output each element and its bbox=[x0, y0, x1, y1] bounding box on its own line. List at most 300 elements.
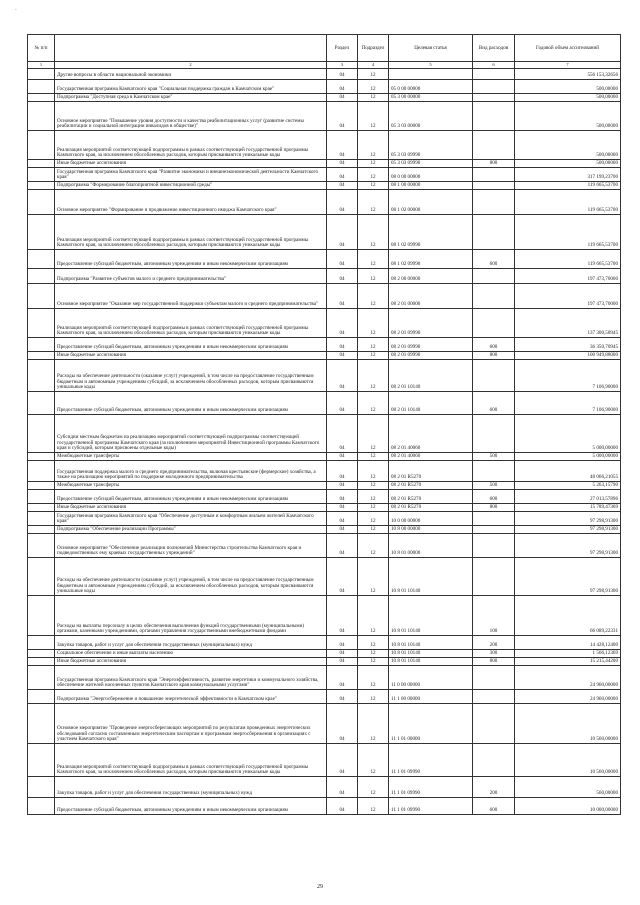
row-expense-type bbox=[473, 526, 515, 534]
row-subsection: 12 bbox=[358, 80, 389, 94]
row-section: 04 bbox=[327, 182, 358, 190]
row-article: 08 2 01 R5270 bbox=[389, 461, 473, 482]
row-article: 10 8 01 10140 bbox=[389, 658, 473, 666]
table-row bbox=[28, 360, 621, 392]
row-number bbox=[28, 596, 55, 636]
row-article: 11 1 01 09990 bbox=[389, 777, 473, 798]
row-number bbox=[28, 798, 55, 815]
row-amount: 500,00000 bbox=[515, 80, 621, 94]
row-amount: 10 000,00000 bbox=[515, 798, 621, 815]
row-subsection: 12 bbox=[358, 250, 389, 269]
table-row bbox=[28, 596, 621, 636]
row-expense-type bbox=[473, 309, 515, 338]
row-section: 04 bbox=[327, 704, 358, 744]
row-name: Подпрограмма "Формирование благоприятной инвестиционной среды" bbox=[55, 182, 327, 190]
row-name: Государственная программа Камчатского края "Обеспечение доступным и комфортным жильем жителей Камчатского края" bbox=[55, 512, 327, 526]
row-section: 04 bbox=[327, 284, 358, 309]
table-row bbox=[28, 482, 621, 490]
table-row bbox=[28, 269, 621, 284]
row-amount: 97 298,91300 bbox=[515, 512, 621, 526]
row-number bbox=[28, 250, 55, 269]
row-amount: 15 215,44200 bbox=[515, 658, 621, 666]
row-article: 11 1 00 00000 bbox=[389, 690, 473, 704]
row-amount: 27 013,57896 bbox=[515, 490, 621, 504]
page-number: 29 bbox=[317, 884, 323, 890]
row-section: 04 bbox=[327, 160, 358, 168]
row-subsection: 12 bbox=[358, 650, 389, 658]
table-row bbox=[28, 512, 621, 526]
row-expense-type: 200 bbox=[473, 636, 515, 650]
row-number bbox=[28, 453, 55, 461]
index-cell: 6 bbox=[473, 62, 515, 69]
row-amount: 560,00000 bbox=[515, 777, 621, 798]
row-amount: 500,00000 bbox=[515, 131, 621, 160]
row-amount: 197 473,70000 bbox=[515, 284, 621, 309]
row-subsection: 12 bbox=[358, 482, 389, 490]
row-expense-type bbox=[473, 461, 515, 482]
row-subsection: 12 bbox=[358, 69, 389, 80]
row-number bbox=[28, 160, 55, 168]
row-expense-type: 800 bbox=[473, 160, 515, 168]
row-amount: 100 949,88000 bbox=[515, 352, 621, 360]
row-article: 10 8 01 10140 bbox=[389, 636, 473, 650]
row-expense-type bbox=[473, 69, 515, 80]
row-number bbox=[28, 650, 55, 658]
row-subsection: 12 bbox=[358, 704, 389, 744]
row-amount: 119 665,53700 bbox=[515, 250, 621, 269]
row-number bbox=[28, 482, 55, 490]
row-subsection: 12 bbox=[358, 182, 389, 190]
row-amount: 119 665,53700 bbox=[515, 182, 621, 190]
row-section: 04 bbox=[327, 168, 358, 182]
row-section: 04 bbox=[327, 526, 358, 534]
header-subsection: Подраздел bbox=[358, 35, 389, 62]
row-subsection: 12 bbox=[358, 512, 389, 526]
row-amount: 137 300,58945 bbox=[515, 309, 621, 338]
row-number bbox=[28, 131, 55, 160]
row-article: 05 3 03 00000 bbox=[389, 102, 473, 131]
row-name: Основное мероприятие "Формирование и продвижение инвестиционного имиджа Камчатского края" bbox=[55, 190, 327, 215]
row-expense-type: 200 bbox=[473, 777, 515, 798]
header-row bbox=[28, 35, 621, 62]
row-section: 04 bbox=[327, 190, 358, 215]
index-cell: 5 bbox=[389, 62, 473, 69]
row-number bbox=[28, 215, 55, 250]
row-amount: 97 298,91300 bbox=[515, 534, 621, 558]
row-number bbox=[28, 744, 55, 777]
row-article: 11 1 01 09990 bbox=[389, 798, 473, 815]
table-row bbox=[28, 534, 621, 558]
table-row bbox=[28, 453, 621, 461]
row-section: 04 bbox=[327, 352, 358, 360]
row-subsection: 12 bbox=[358, 284, 389, 309]
row-name: Подпрограмма "Развитие субъектов малого и среднего предпринимательства" bbox=[55, 269, 327, 284]
row-name: Расходы на выплаты персоналу в целях обеспечения выполнения функций государственными (муниципальными) органами, казенными учреждениями, органами управления государственными внебюджетными фондами bbox=[55, 596, 327, 636]
row-article: 08 2 01 09990 bbox=[389, 338, 473, 352]
header-amount: Годовой объем ассигнований bbox=[515, 35, 621, 62]
row-name: Другие вопросы в области национальной экономики bbox=[55, 69, 327, 80]
row-amount: 10 560,00000 bbox=[515, 744, 621, 777]
row-number bbox=[28, 690, 55, 704]
row-expense-type bbox=[473, 690, 515, 704]
row-expense-type: 600 bbox=[473, 490, 515, 504]
row-name: Основное мероприятие "Обеспечение реализации полномочий Министерства строительства Камчатского края и подведомственных ему краевых государственных учреждений" bbox=[55, 534, 327, 558]
row-number bbox=[28, 658, 55, 666]
row-article: 08 2 01 00000 bbox=[389, 284, 473, 309]
row-article: 08 2 01 40060 bbox=[389, 415, 473, 453]
row-amount: 1 566,12369 bbox=[515, 650, 621, 658]
row-number bbox=[28, 309, 55, 338]
table-row bbox=[28, 309, 621, 338]
table-row bbox=[28, 650, 621, 658]
table-row bbox=[28, 80, 621, 94]
table-row bbox=[28, 777, 621, 798]
row-subsection: 12 bbox=[358, 338, 389, 352]
row-article: 10 8 01 10140 bbox=[389, 650, 473, 658]
row-subsection: 12 bbox=[358, 309, 389, 338]
row-article: 08 2 00 00000 bbox=[389, 269, 473, 284]
row-section: 04 bbox=[327, 453, 358, 461]
row-name: Расходы на обеспечение деятельности (оказание услуг) учреждений, в том числе на предоставление государственным бюджетным и автономным учреждениям субсидий, за исключением обособленных расходов, которым присваиваются уникальные коды bbox=[55, 558, 327, 596]
row-section: 04 bbox=[327, 250, 358, 269]
table-body bbox=[28, 69, 621, 815]
row-name: Межбюджетные трансферты bbox=[55, 482, 327, 490]
row-article: 08 2 01 09990 bbox=[389, 309, 473, 338]
row-expense-type bbox=[473, 666, 515, 690]
row-amount: 66 089,22331 bbox=[515, 596, 621, 636]
row-section: 04 bbox=[327, 504, 358, 512]
row-expense-type: 300 bbox=[473, 650, 515, 658]
row-section: 04 bbox=[327, 392, 358, 415]
row-expense-type: 800 bbox=[473, 658, 515, 666]
row-section: 04 bbox=[327, 658, 358, 666]
table-row bbox=[28, 490, 621, 504]
row-article: 08 2 01 10140 bbox=[389, 360, 473, 392]
row-name: Основное мероприятие "Оказание мер государственной поддержки субъектам малого и среднего предпринимательства" bbox=[55, 284, 327, 309]
row-subsection: 12 bbox=[358, 269, 389, 284]
row-subsection: 12 bbox=[358, 461, 389, 482]
row-subsection: 12 bbox=[358, 534, 389, 558]
table-row bbox=[28, 658, 621, 666]
row-subsection: 12 bbox=[358, 798, 389, 815]
row-expense-type: 600 bbox=[473, 798, 515, 815]
row-article: 10 0 00 00000 bbox=[389, 512, 473, 526]
row-subsection: 12 bbox=[358, 504, 389, 512]
row-article: 08 2 01 R5270 bbox=[389, 482, 473, 490]
row-name: Социальное обеспечение и иные выплаты населению bbox=[55, 650, 327, 658]
row-subsection: 12 bbox=[358, 215, 389, 250]
row-amount: 48 066,21055 bbox=[515, 461, 621, 482]
row-expense-type bbox=[473, 558, 515, 596]
table-row bbox=[28, 636, 621, 650]
row-section: 04 bbox=[327, 94, 358, 102]
row-article: 08 1 02 09990 bbox=[389, 215, 473, 250]
row-number bbox=[28, 504, 55, 512]
row-subsection: 12 bbox=[358, 190, 389, 215]
row-amount: 36 350,70945 bbox=[515, 338, 621, 352]
row-number bbox=[28, 190, 55, 215]
row-amount: 500,00000 bbox=[515, 160, 621, 168]
row-number bbox=[28, 392, 55, 415]
row-article: 05 3 00 00000 bbox=[389, 94, 473, 102]
row-expense-type bbox=[473, 744, 515, 777]
row-expense-type bbox=[473, 131, 515, 160]
row-name: Межбюджетные трансферты bbox=[55, 453, 327, 461]
row-article: 08 1 02 09990 bbox=[389, 250, 473, 269]
row-section: 04 bbox=[327, 309, 358, 338]
row-article: 11 1 01 09990 bbox=[389, 744, 473, 777]
row-name: Закупка товаров, работ и услуг для обеспечения государственных (муниципальных) нужд bbox=[55, 777, 327, 798]
table-row bbox=[28, 504, 621, 512]
row-article: 08 2 01 R5270 bbox=[389, 490, 473, 504]
row-number bbox=[28, 461, 55, 482]
row-name: Государственная программа Камчатского края "Социальная поддержка граждан в Камчатском крае" bbox=[55, 80, 327, 94]
index-cell: 7 bbox=[515, 62, 621, 69]
row-name: Реализация мероприятий соответствующей подпрограммы в рамках соответствующей государственной программы Камчатского края, за исключением обособленных расходов, которым присваиваются уникальные коды bbox=[55, 215, 327, 250]
row-name: Предоставление субсидий бюджетным, автономным учреждениям и иным некоммерческим организациям bbox=[55, 798, 327, 815]
header-num: № п/п bbox=[28, 35, 55, 62]
row-amount: 500,00000 bbox=[515, 94, 621, 102]
table-row bbox=[28, 69, 621, 80]
row-article: 05 3 03 09990 bbox=[389, 160, 473, 168]
row-expense-type bbox=[473, 269, 515, 284]
row-number bbox=[28, 102, 55, 131]
row-expense-type: 500 bbox=[473, 482, 515, 490]
row-section: 04 bbox=[327, 690, 358, 704]
row-name: Подпрограмма "Доступная среда в Камчатском крае" bbox=[55, 94, 327, 102]
row-name: Закупка товаров, работ и услуг для обеспечения государственных (муниципальных) нужд bbox=[55, 636, 327, 650]
table-row bbox=[28, 666, 621, 690]
row-expense-type bbox=[473, 284, 515, 309]
row-section: 04 bbox=[327, 80, 358, 94]
row-subsection: 12 bbox=[358, 558, 389, 596]
row-article: 08 1 02 00000 bbox=[389, 190, 473, 215]
row-expense-type bbox=[473, 415, 515, 453]
row-number bbox=[28, 777, 55, 798]
row-name: Предоставление субсидий бюджетным, автономным учреждениям и иным некоммерческим организациям bbox=[55, 250, 327, 269]
row-name: Основное мероприятие "Повышение уровня доступности и качества реабилитационных услуг (развитие системы реабилитации и социальной интеграции инвалидов в обществе)" bbox=[55, 102, 327, 131]
table-row bbox=[28, 94, 621, 102]
table-row bbox=[28, 392, 621, 415]
row-subsection: 12 bbox=[358, 690, 389, 704]
row-amount: 24 960,00000 bbox=[515, 666, 621, 690]
header-section: Раздел bbox=[327, 35, 358, 62]
row-name: Субсидии местным бюджетам на реализацию мероприятий соответствующей подпрограммы соответствующей государственной программы Камчатского края (за исключением мероприятий Инвестиционной программы Камчатского края и субсидий, которым присвоены отдельные коды) bbox=[55, 415, 327, 453]
row-amount: 97 298,91300 bbox=[515, 526, 621, 534]
row-subsection: 12 bbox=[358, 744, 389, 777]
row-subsection: 12 bbox=[358, 490, 389, 504]
row-article: 11 1 01 00000 bbox=[389, 704, 473, 744]
row-section: 04 bbox=[327, 490, 358, 504]
table-row bbox=[28, 168, 621, 182]
budget-table bbox=[27, 34, 621, 815]
row-number bbox=[28, 636, 55, 650]
row-expense-type bbox=[473, 215, 515, 250]
row-amount: 119 665,53700 bbox=[515, 215, 621, 250]
row-amount: 15 789,47369 bbox=[515, 504, 621, 512]
row-article: 10 8 01 10140 bbox=[389, 596, 473, 636]
row-number bbox=[28, 534, 55, 558]
index-row bbox=[28, 62, 621, 69]
row-number bbox=[28, 558, 55, 596]
table-row bbox=[28, 704, 621, 744]
index-cell: 3 bbox=[327, 62, 358, 69]
row-number bbox=[28, 284, 55, 309]
row-article: 10 8 01 10140 bbox=[389, 558, 473, 596]
row-name: Государственная программа Камчатского края "Энергоэффективность, развитие энергетики и коммунального хозяйства, обеспечение жителей населенных пунктов Камчатского края коммунальными услугами" bbox=[55, 666, 327, 690]
table-row bbox=[28, 744, 621, 777]
row-expense-type: 100 bbox=[473, 596, 515, 636]
row-amount: 5 263,15790 bbox=[515, 482, 621, 490]
row-amount: 5 000,00000 bbox=[515, 453, 621, 461]
row-number bbox=[28, 94, 55, 102]
row-expense-type bbox=[473, 94, 515, 102]
row-amount: 119 665,53700 bbox=[515, 190, 621, 215]
table-row bbox=[28, 190, 621, 215]
table-row bbox=[28, 182, 621, 190]
row-number bbox=[28, 704, 55, 744]
table-row bbox=[28, 102, 621, 131]
row-section: 04 bbox=[327, 636, 358, 650]
corner-mark: - bbox=[15, 8, 17, 13]
row-amount: 14 428,12400 bbox=[515, 636, 621, 650]
row-section: 04 bbox=[327, 534, 358, 558]
row-number bbox=[28, 415, 55, 453]
row-number bbox=[28, 269, 55, 284]
row-subsection: 12 bbox=[358, 131, 389, 160]
row-section: 04 bbox=[327, 415, 358, 453]
row-expense-type bbox=[473, 80, 515, 94]
row-number bbox=[28, 338, 55, 352]
row-expense-type: 800 bbox=[473, 504, 515, 512]
row-article: 08 2 01 40060 bbox=[389, 453, 473, 461]
row-name: Государственная поддержка малого и среднего предпринимательства, включая крестьянские (фермерские) хозяйства, а также на реализацию мероприятий по поддержке молодежного предпринимательства bbox=[55, 461, 327, 482]
table-row bbox=[28, 215, 621, 250]
table-row bbox=[28, 798, 621, 815]
row-subsection: 12 bbox=[358, 94, 389, 102]
row-name: Основное мероприятие "Проведение энергосберегающих мероприятий по результатам проведенных энергетических обследований согласно составленным энергетическим паспортам и программам энергосбережения в организациях с участием Камчатского края" bbox=[55, 704, 327, 744]
table-row bbox=[28, 690, 621, 704]
row-article: 08 2 01 10140 bbox=[389, 392, 473, 415]
row-expense-type bbox=[473, 190, 515, 215]
row-number bbox=[28, 182, 55, 190]
index-cell: 2 bbox=[55, 62, 327, 69]
row-section: 04 bbox=[327, 215, 358, 250]
row-article: 10 8 00 00000 bbox=[389, 526, 473, 534]
row-section: 04 bbox=[327, 102, 358, 131]
row-amount: 5 000,00000 bbox=[515, 415, 621, 453]
table-row bbox=[28, 338, 621, 352]
row-section: 04 bbox=[327, 798, 358, 815]
row-name: Предоставление субсидий бюджетным, автономным учреждениям и иным некоммерческим организациям bbox=[55, 338, 327, 352]
row-article: 08 2 01 R5270 bbox=[389, 504, 473, 512]
row-amount: 317 199,23700 bbox=[515, 168, 621, 182]
index-cell: 4 bbox=[358, 62, 389, 69]
row-article: 08 1 00 00000 bbox=[389, 182, 473, 190]
row-amount: 24 960,00000 bbox=[515, 690, 621, 704]
table-row bbox=[28, 131, 621, 160]
row-section: 04 bbox=[327, 338, 358, 352]
row-name: Иные бюджетные ассигнования bbox=[55, 352, 327, 360]
row-number bbox=[28, 69, 55, 80]
row-expense-type bbox=[473, 512, 515, 526]
row-subsection: 12 bbox=[358, 526, 389, 534]
row-amount: 197 473,70000 bbox=[515, 269, 621, 284]
table-row bbox=[28, 461, 621, 482]
row-name: Иные бюджетные ассигнования bbox=[55, 160, 327, 168]
table-row bbox=[28, 558, 621, 596]
row-section: 04 bbox=[327, 744, 358, 777]
row-expense-type bbox=[473, 102, 515, 131]
row-amount: 500,00000 bbox=[515, 102, 621, 131]
row-section: 04 bbox=[327, 131, 358, 160]
table-row bbox=[28, 250, 621, 269]
row-name: Предоставление субсидий бюджетным, автономным учреждениям и иным некоммерческим организациям bbox=[55, 392, 327, 415]
row-article: 10 8 01 00000 bbox=[389, 534, 473, 558]
table-row bbox=[28, 415, 621, 453]
row-subsection: 12 bbox=[358, 453, 389, 461]
row-section: 04 bbox=[327, 558, 358, 596]
row-article: 11 0 00 00000 bbox=[389, 666, 473, 690]
row-expense-type: 500 bbox=[473, 453, 515, 461]
table-row bbox=[28, 352, 621, 360]
row-amount: 7 106,90000 bbox=[515, 360, 621, 392]
row-number bbox=[28, 352, 55, 360]
header-name bbox=[55, 35, 327, 62]
row-subsection: 12 bbox=[358, 596, 389, 636]
row-section: 04 bbox=[327, 777, 358, 798]
row-section: 04 bbox=[327, 69, 358, 80]
row-article: 08 2 01 09990 bbox=[389, 352, 473, 360]
row-name: Реализация мероприятий соответствующей подпрограммы в рамках соответствующей государственной программы Камчатского края, за исключением обособленных расходов, которым присваиваются уникальные коды bbox=[55, 744, 327, 777]
row-name: Реализация мероприятий соответствующей подпрограммы в рамках соответствующей государственной программы Камчатского края, за исключением обособленных расходов, которым присваиваются уникальные коды bbox=[55, 309, 327, 338]
table-row bbox=[28, 284, 621, 309]
row-expense-type: 800 bbox=[473, 352, 515, 360]
row-name: Расходы на обеспечение деятельности (оказание услуг) учреждений, в том числе на предоставление государственным бюджетным и автономным учреждениям субсидий, за исключением обособленных расходов, которым присваиваются уникальные коды bbox=[55, 360, 327, 392]
row-subsection: 12 bbox=[358, 666, 389, 690]
header-expense-type: Вид расходов bbox=[473, 35, 515, 62]
row-name: Подпрограмма "Энергосбережение и повышение энергетической эффективности в Камчатском крае" bbox=[55, 690, 327, 704]
row-number bbox=[28, 80, 55, 94]
row-expense-type bbox=[473, 168, 515, 182]
row-expense-type: 600 bbox=[473, 392, 515, 415]
row-section: 04 bbox=[327, 461, 358, 482]
row-amount: 556 153,32656 bbox=[515, 69, 621, 80]
row-subsection: 12 bbox=[358, 360, 389, 392]
row-name: Подпрограмма "Обеспечение реализации Программы" bbox=[55, 526, 327, 534]
row-number bbox=[28, 490, 55, 504]
row-section: 04 bbox=[327, 482, 358, 490]
row-article: 05 3 03 09990 bbox=[389, 131, 473, 160]
row-amount: 10 560,00000 bbox=[515, 704, 621, 744]
row-expense-type: 600 bbox=[473, 338, 515, 352]
row-expense-type bbox=[473, 704, 515, 744]
row-name: Государственная программа Камчатского края "Развитие экономики и внешнеэкономической деятельности Камчатского края" bbox=[55, 168, 327, 182]
row-number bbox=[28, 360, 55, 392]
row-section: 04 bbox=[327, 666, 358, 690]
row-article: 05 0 00 00000 bbox=[389, 80, 473, 94]
row-expense-type: 600 bbox=[473, 250, 515, 269]
row-expense-type bbox=[473, 182, 515, 190]
row-section: 04 bbox=[327, 269, 358, 284]
index-cell: 1 bbox=[28, 62, 55, 69]
row-section: 04 bbox=[327, 360, 358, 392]
row-article bbox=[389, 69, 473, 80]
row-name: Иные бюджетные ассигнования bbox=[55, 504, 327, 512]
row-number bbox=[28, 168, 55, 182]
row-subsection: 12 bbox=[358, 777, 389, 798]
row-number bbox=[28, 512, 55, 526]
